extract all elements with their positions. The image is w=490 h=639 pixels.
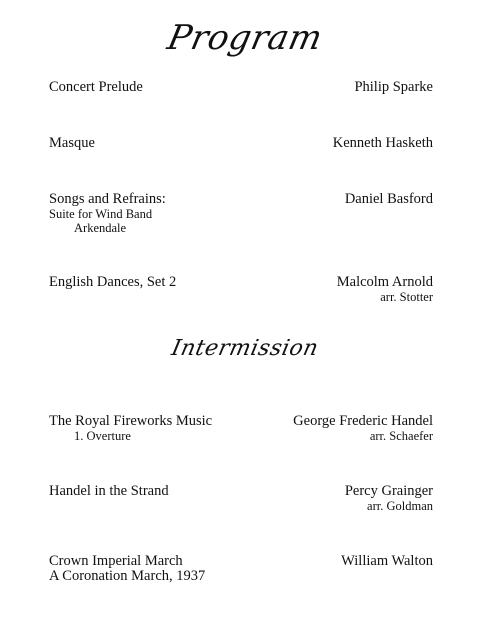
composer-info (345, 484, 433, 513)
piece-title: Handel in the Strand (49, 483, 169, 499)
composer-name: Daniel Basford (344, 191, 433, 207)
composer-info (354, 80, 433, 95)
arranger-name: arr. Goldman (367, 499, 433, 513)
piece-info (49, 136, 95, 151)
piece-title: Songs and Refrains: (49, 191, 166, 207)
piece-title: Crown Imperial March (49, 553, 183, 569)
program-heading: Program (163, 18, 327, 58)
composer-info (345, 192, 433, 207)
composer-name: Percy Grainger (344, 483, 433, 499)
piece-movement: 1. Overture (74, 429, 131, 443)
piece-subtitle: Suite for Wind Band (49, 207, 153, 221)
piece-movement: Arkendale (74, 221, 127, 235)
composer-name: Malcolm Arnold (336, 274, 433, 290)
composer-info (333, 136, 433, 151)
composer-name: William Walton (341, 553, 433, 569)
piece-info (49, 80, 143, 95)
composer-info (293, 414, 433, 443)
piece-info (49, 554, 205, 584)
composer-info (337, 275, 433, 304)
piece-info (49, 275, 176, 290)
composer-name: George Frederic Handel (293, 413, 433, 429)
composer-name: Philip Sparke (354, 79, 433, 95)
piece-info (49, 414, 212, 443)
piece-title: The Royal Fireworks Music (49, 413, 213, 429)
piece-info (49, 192, 166, 235)
piece-info (49, 484, 169, 499)
piece-title: English Dances, Set 2 (49, 274, 177, 290)
piece-title: Concert Prelude (49, 79, 143, 95)
arranger-name: arr. Schaefer (369, 429, 433, 443)
piece-subtitle: A Coronation March, 1937 (49, 568, 206, 584)
intermission-heading: Intermission (169, 336, 321, 361)
composer-info (341, 554, 433, 569)
arranger-name: arr. Stotter (380, 290, 433, 304)
composer-name: Kenneth Hasketh (332, 135, 433, 151)
piece-title: Masque (49, 135, 95, 151)
